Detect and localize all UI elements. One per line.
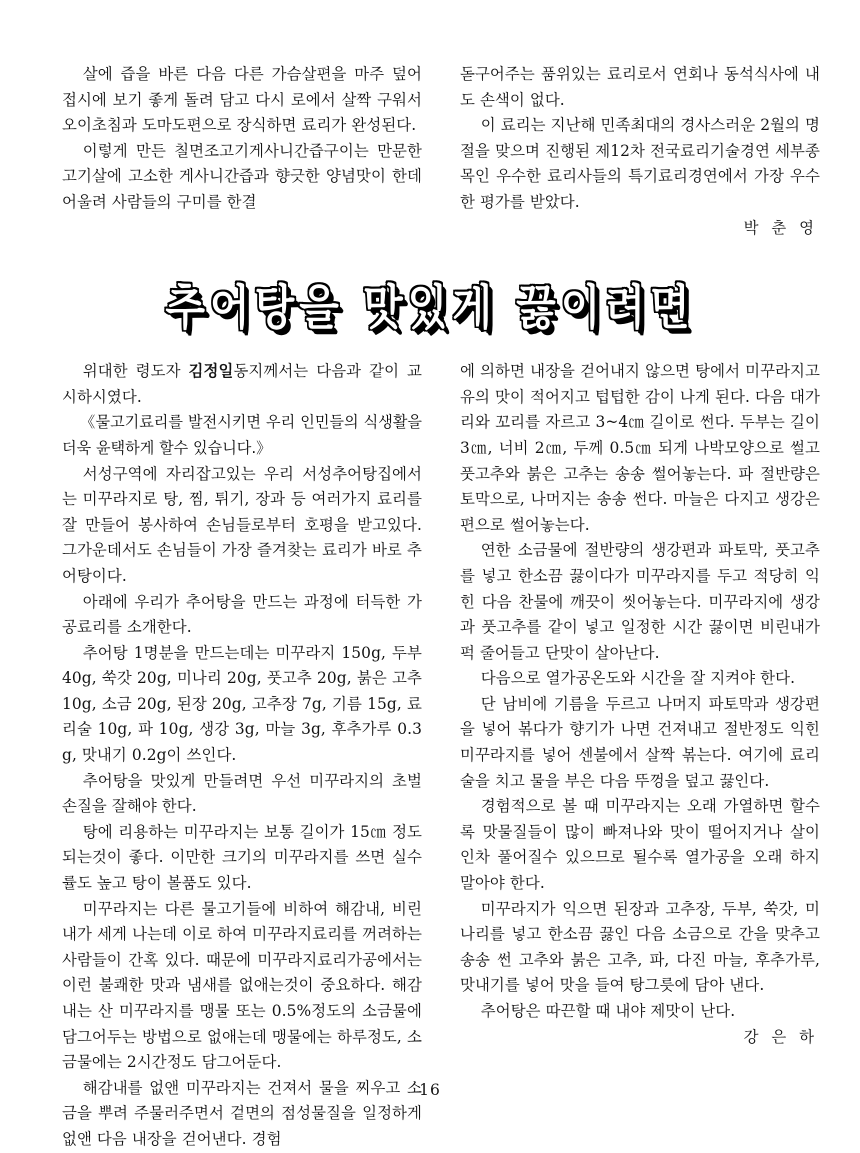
intro-text-before-name: 위대한 령도자 (82, 362, 189, 381)
paragraph: 경험적으로 볼 때 미꾸라지는 오래 가열하면 할수록 맛물질들이 많이 빠져나와 맛이 떨어지거나 살이 인차 풀어질수 있으므로 될수록 열가공을 오래 하지 말아야 한다. (460, 797, 820, 893)
paragraph: 서성구역에 자리잡고있는 우리 서성추어탕집에서는 미꾸라지로 탕, 찜, 튀기, 장과 등 여러가지 료리를 잘 만들어 봉사하여 손님들로부터 호평을 받고있다. 그가운데서도 손님들이 가장 즐겨찾는 료리가 바로 추어탕이다. (62, 464, 422, 585)
paragraph: 탕에 리용하는 미꾸라지는 보통 길이가 15㎝ 정도 되는것이 좋다. 이만한 크기의 미꾸라지를 쓰면 실수률도 높고 탕이 볼품도 있다. (62, 822, 422, 893)
recipe-right-column (460, 359, 820, 1050)
recipe-article-section (62, 359, 820, 1152)
leader-teaching-intro (62, 359, 422, 410)
leader-name: 김정일 (188, 362, 234, 381)
leader-quotation: 《물고기료리를 발전시키면 우리 인민들의 식생활을 더욱 윤택하게 할수 있습니다.》 (62, 413, 422, 457)
intro-text-after-name: 동지께서는 다음과 같이 교시하시였다. (62, 362, 422, 406)
article-tail-section (62, 62, 820, 241)
paragraph: 미꾸라지가 익으면 된장과 고추장, 두부, 쑥갓, 미나리를 넣고 한소끔 끓인 다음 소금으로 간을 맞추고 송송 썬 고추와 붉은 고추, 파, 다진 마늘, 후추가루, 맛내기를 넣어 맛을 들여 탕그릇에 담아 낸다. (460, 899, 820, 995)
recipe-left-column (62, 359, 422, 1152)
ingredient-list-paragraph: 추어탕 1명분을 만드는데는 미꾸라지 150g, 두부 40g, 쑥갓 20g, 미나리 20g, 풋고추 20g, 붉은 고추 10g, 소금 20g, 된장 20g, 고추장 7g, 기름 15g, 료리술 10g, 파 10g, 생강 3g, 마늘 3g, 후추가루 0.3g, 맛내기 0.2g이 쓰인다. (62, 643, 422, 765)
paragraph: 연한 소금물에 절반량의 생강편과 파토막, 풋고추를 넣고 한소끔 끓이다가 미꾸라지를 두고 적당히 익힌 다음 찬물에 깨끗이 씻어놓는다. 미꾸라지에 생강과 풋고추를 같이 넣고 일정한 시간 끓이면 비린내가 퍽 줄어들고 단맛이 살아난다. (460, 541, 820, 662)
recipe-byline: 강 은 하 (743, 1027, 818, 1046)
paragraph: 이렇게 만든 칠면조고기게사니간즙구이는 만문한 고기살에 고소한 게사니간즙과 향긋한 양념맛이 한데 어울려 사람들의 구미를 한결 (62, 141, 422, 211)
paragraph: 에 의하면 내장을 걷어내지 않으면 탕에서 미꾸라지고유의 맛이 적어지고 텁텁한 감이 나게 된다. 다음 대가리와 꼬리를 자르고 3~4㎝ 길이로 썬다. 두부는 길이 3㎝, 너비 2㎝, 두께 0.5㎝ 되게 나박모양으로 썰고 풋고추와 붉은 고추는 송송 썰어놓는다. 파 절반량은 토막으로, 나머지는 송송 썬다. 마늘은 다지고 생강은 편으로 썰어놓는다. (460, 362, 820, 534)
page-number: 16 (419, 1081, 441, 1099)
paragraph: 살에 즙을 바른 다음 다른 가슴살편을 마주 덮어 접시에 보기 좋게 돌려 담고 다시 로에서 살짝 구워서 오이초침과 도마도편으로 장식하면 료리가 완성된다. (62, 65, 422, 135)
paragraph: 다음으로 열가공온도와 시간을 잘 지켜야 한다. (480, 669, 796, 688)
page-title: 추어탕을 맛있게 끓이려면 (165, 279, 695, 336)
paragraph: 추어탕은 따끈할 때 내야 제맛이 난다. (480, 1002, 736, 1020)
article-tail-left-column (62, 62, 422, 216)
paragraph: 단 남비에 기름을 두르고 나머지 파토막과 생강편을 넣어 볶다가 향기가 나면 건져내고 절반정도 익힌 미꾸라지를 넣어 센불에서 살짝 볶는다. 여기에 료리술을 치고 물을 부은 다음 뚜껑을 덮고 끓인다. (460, 694, 820, 790)
article-tail-right-column (460, 62, 820, 241)
paragraph: 해감내를 없앤 미꾸라지는 건져서 물을 찌우고 소금을 뿌려 주물러주면서 겉면의 점성물질을 일정하게 없앤 다음 내장을 걷어낸다. 경험 (62, 1078, 422, 1148)
headline-container (62, 267, 798, 339)
paragraph: 돋구어주는 품위있는 료리로서 연회나 동석식사에 내도 손색이 없다. (460, 65, 820, 109)
paragraph: 미꾸라지는 다른 물고기들에 비하여 해감내, 비린내가 세게 나는데 이로 하여 미꾸라지료리를 꺼려하는 사람들이 간혹 있다. 때문에 미꾸라지료리가공에서는 이런 불쾌한 맛과 냄새를 없애는것이 중요하다. 해감내는 산 미꾸라지를 맹물 또는 0.5%정도의 소금물에 담그어두는 방법으로 없애는데 맹물에는 하루정도, 소금물에는 2시간정도 담그어둔다. (62, 899, 422, 1072)
paragraph: 추어탕을 맛있게 만들려면 우선 미꾸라지의 초벌손질을 잘해야 한다. (62, 771, 422, 816)
paragraph: 아래에 우리가 추어탕을 만드는 과정에 터득한 가공료리를 소개한다. (62, 592, 422, 637)
article-tail-byline: 박 춘 영 (743, 218, 818, 237)
paragraph: 이 료리는 지난해 민족최대의 경사스러운 2월의 명절을 맞으며 진행된 제12차 전국료리기술경연 세부종목인 우수한 료리사들의 특기료리경연에서 가장 우수한 평가를 받았다. (460, 116, 820, 211)
